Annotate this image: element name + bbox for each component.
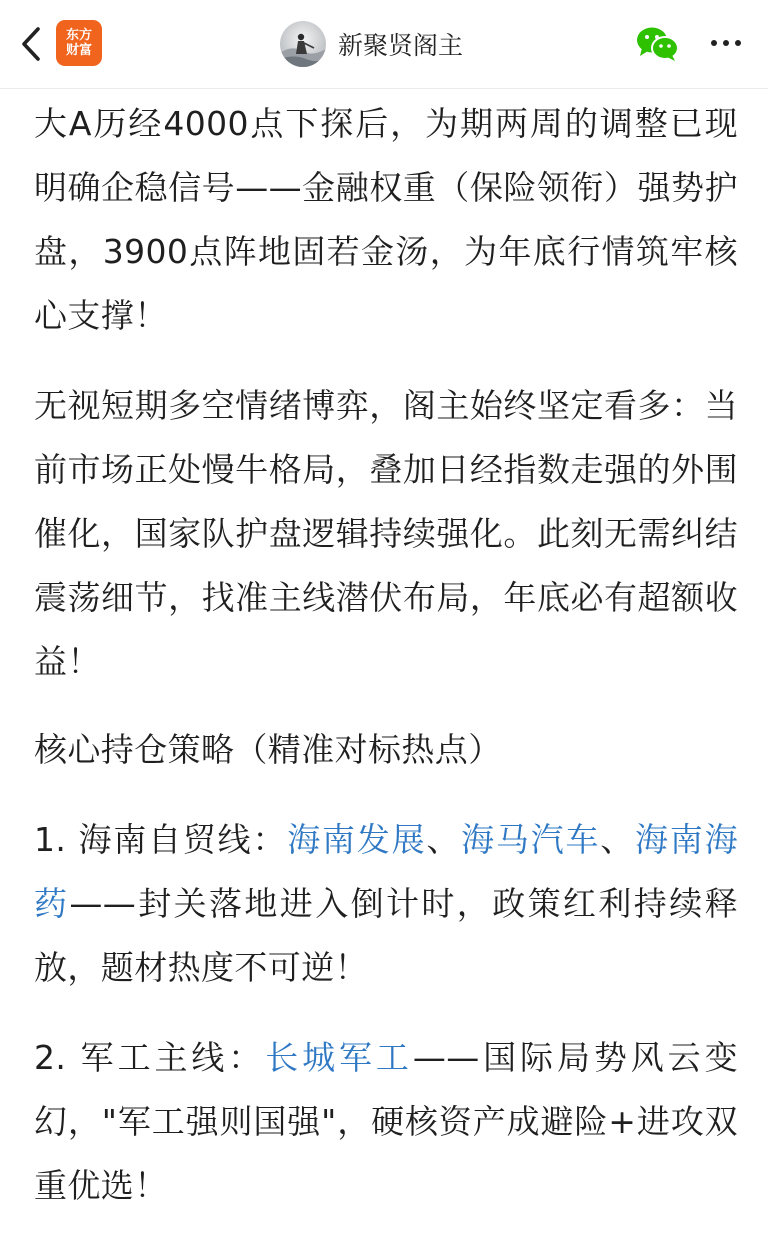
item-1-separator-2: 、 bbox=[600, 820, 636, 859]
paragraph-2: 无视短期多空情绪博弈，阁主始终坚定看多：当前市场正处慢牛格局，叠加日经指数走强的外围催化，国家队护盘逻辑持续强化。此刻无需纠结震荡细节，找准主线潜伏布局，年底必有超额收益！ bbox=[34, 386, 738, 681]
paragraph-1: 大A历经4000点下探后，为期两周的调整已现明确企稳信号——金融权重（保险领衔）强势护盘，3900点阵地固若金汤，为年底行情筑牢核心支撑！ bbox=[34, 104, 738, 335]
item-1-prefix: 1. 海南自贸线： bbox=[34, 820, 288, 859]
item-1-description: ——封关落地进入倒计时，政策红利持续释放，题材热度不可逆！ bbox=[34, 884, 738, 987]
stock-link-hainan-development[interactable]: 海南发展 bbox=[287, 820, 427, 859]
stock-link-hainan-haiyao[interactable]: 海南海药 bbox=[34, 820, 739, 923]
back-chevron-icon bbox=[20, 26, 42, 62]
strategy-item-1 bbox=[34, 808, 738, 1000]
author-info[interactable] bbox=[280, 20, 463, 68]
brand-line-2: 财富 bbox=[65, 43, 92, 58]
strategy-item-2 bbox=[34, 1026, 738, 1218]
author-avatar[interactable] bbox=[280, 21, 326, 67]
back-button[interactable] bbox=[16, 24, 46, 64]
brand-line-1: 东方 bbox=[65, 28, 92, 43]
article-body bbox=[34, 92, 738, 1218]
item-2-description: ——国际局势风云变幻，"军工强则国强"，硬核资产成避险+进攻双重优选！ bbox=[34, 1038, 738, 1205]
eastmoney-logo[interactable] bbox=[56, 20, 102, 66]
more-options-button[interactable] bbox=[706, 28, 746, 58]
strategy-heading: 核心持仓策略（精准对标热点） bbox=[34, 730, 502, 769]
item-2-prefix: 2. 军工主线： bbox=[34, 1038, 266, 1077]
more-dots-icon bbox=[711, 40, 717, 46]
top-navigation-bar bbox=[0, 0, 768, 89]
item-1-separator-1: 、 bbox=[426, 820, 462, 859]
stock-link-haima-automobile[interactable]: 海马汽车 bbox=[461, 820, 601, 859]
wechat-share-button[interactable] bbox=[636, 26, 680, 62]
stock-link-great-wall-military[interactable]: 长城军工 bbox=[265, 1038, 413, 1077]
wechat-icon bbox=[636, 26, 680, 62]
author-name[interactable]: 新聚贤阁主 bbox=[338, 31, 464, 60]
